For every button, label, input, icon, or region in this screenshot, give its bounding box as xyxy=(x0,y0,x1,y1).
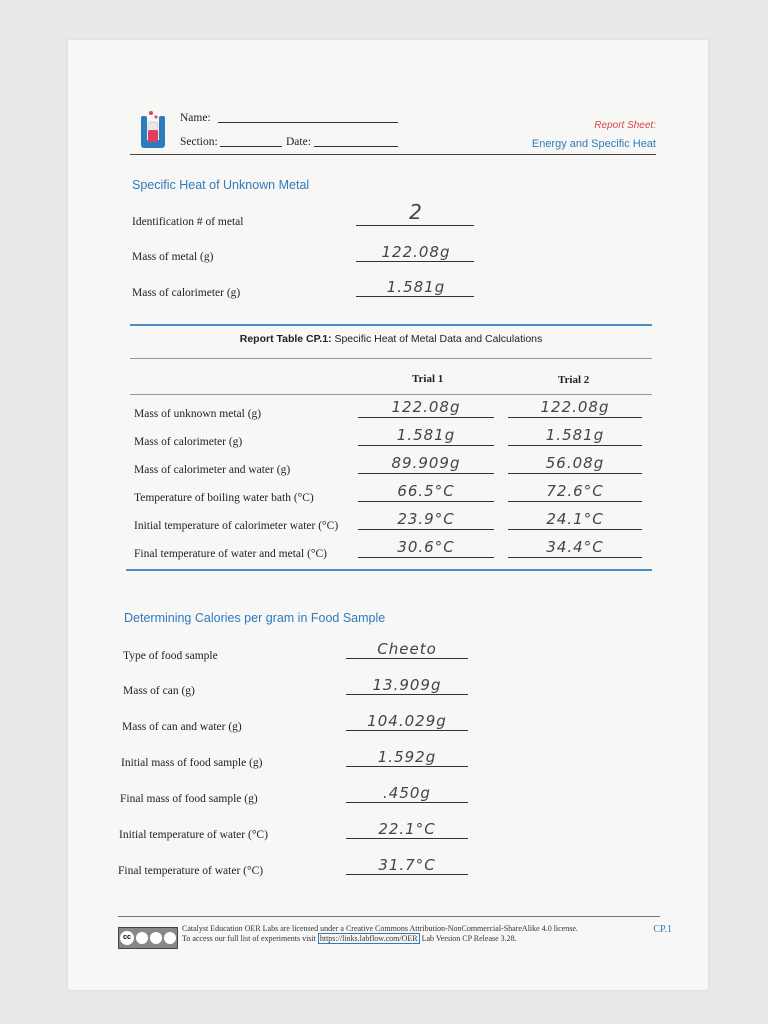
sa-circle-icon xyxy=(164,932,176,944)
table-caption-text: Specific Heat of Metal Data and Calculations xyxy=(334,333,543,345)
metal-mass-line xyxy=(356,261,474,262)
food-row-label: Initial mass of food sample (g) xyxy=(121,757,263,769)
table-cell-t1[interactable]: 122.08g xyxy=(391,398,461,416)
food-value[interactable]: 1.592g xyxy=(377,748,437,766)
table-line xyxy=(508,445,642,446)
food-line xyxy=(346,838,468,839)
table-caption xyxy=(130,333,652,345)
table-line xyxy=(358,445,494,446)
metal-row-label: Mass of metal (g) xyxy=(132,251,214,263)
section-title-food: Determining Calories per gram in Food Sample xyxy=(124,611,386,625)
table-cell-t1[interactable]: 66.5°C xyxy=(397,482,455,500)
table-bottom-rule xyxy=(126,569,652,571)
calorimeter-mass-value[interactable]: 1.581g xyxy=(386,278,446,296)
food-line xyxy=(346,694,468,695)
license-line-2-pre: To access our full list of experiments visit xyxy=(182,934,316,943)
table-line xyxy=(508,529,642,530)
table-line xyxy=(508,473,642,474)
table-line xyxy=(358,501,494,502)
table-cell-t1[interactable]: 89.909g xyxy=(391,454,461,472)
food-row-label: Mass of can (g) xyxy=(123,685,195,697)
license-line-2 xyxy=(182,934,602,944)
header-rule xyxy=(130,154,656,155)
food-line xyxy=(346,658,468,659)
table-cell-t2[interactable]: 72.6°C xyxy=(546,482,604,500)
food-value[interactable]: Cheeto xyxy=(377,640,437,658)
calorimeter-mass-line xyxy=(356,296,474,297)
license-line-2-post: Lab Version CP Release 3.28. xyxy=(421,934,517,943)
table-line xyxy=(358,529,494,530)
table-line xyxy=(508,417,642,418)
food-row-label: Mass of can and water (g) xyxy=(122,721,242,733)
food-value[interactable]: 104.029g xyxy=(367,712,447,730)
table-cell-t2[interactable]: 34.4°C xyxy=(546,538,604,556)
page-id: CP.1 xyxy=(653,924,672,935)
food-value[interactable]: 22.1°C xyxy=(378,820,436,838)
beaker-logo-icon xyxy=(138,108,168,150)
food-value[interactable]: 31.7°C xyxy=(378,856,436,874)
table-cell-t1[interactable]: 1.581g xyxy=(396,426,456,444)
metal-id-value[interactable]: 2 xyxy=(409,200,423,224)
section-title-unknown-metal: Specific Heat of Unknown Metal xyxy=(132,178,310,192)
food-row-label: Initial temperature of water (°C) xyxy=(119,829,268,841)
name-field[interactable] xyxy=(218,122,398,123)
report-sheet-label: Report Sheet: xyxy=(594,120,656,131)
food-line xyxy=(346,874,468,875)
table-cell-t1[interactable]: 30.6°C xyxy=(397,538,455,556)
table-cell-t2[interactable]: 24.1°C xyxy=(546,510,604,528)
oer-link[interactable]: https://links.labflow.com/OER xyxy=(319,934,418,943)
food-row-label: Type of food sample xyxy=(123,650,218,662)
table-header-rule xyxy=(130,394,652,395)
footer-rule xyxy=(118,916,660,917)
license-text xyxy=(182,924,602,944)
date-label: Date: xyxy=(286,136,311,148)
table-line xyxy=(508,557,642,558)
table-line xyxy=(358,417,494,418)
table-top-rule xyxy=(130,324,652,326)
table-line xyxy=(508,501,642,502)
food-line xyxy=(346,802,468,803)
metal-mass-value[interactable]: 122.08g xyxy=(381,243,451,261)
table-cell-t2[interactable]: 56.08g xyxy=(545,454,605,472)
table-cell-t2[interactable]: 1.581g xyxy=(545,426,605,444)
food-row-label: Final mass of food sample (g) xyxy=(120,793,258,805)
nc-circle-icon xyxy=(150,932,162,944)
col-trial-1: Trial 1 xyxy=(412,373,444,385)
table-line xyxy=(358,473,494,474)
section-field[interactable] xyxy=(220,146,282,147)
food-line xyxy=(346,730,468,731)
table-row-label: Mass of calorimeter and water (g) xyxy=(134,464,291,476)
table-row-label: Initial temperature of calorimeter water (°C) xyxy=(134,520,339,532)
metal-row-label: Identification # of metal xyxy=(132,216,244,228)
report-sheet-page xyxy=(68,40,708,990)
metal-id-line xyxy=(356,225,474,226)
food-value[interactable]: .450g xyxy=(383,784,431,802)
table-line xyxy=(358,557,494,558)
col-trial-2: Trial 2 xyxy=(558,374,590,386)
food-row-label: Final temperature of water (°C) xyxy=(118,865,264,877)
table-row-label: Temperature of boiling water bath (°C) xyxy=(134,492,314,504)
date-field[interactable] xyxy=(314,146,398,147)
table-row-label: Final temperature of water and metal (°C) xyxy=(134,548,327,560)
table-caption-rule xyxy=(130,358,652,359)
cc-circle-icon: cc xyxy=(120,931,134,945)
table-cell-t2[interactable]: 122.08g xyxy=(540,398,610,416)
food-value[interactable]: 13.909g xyxy=(372,676,442,694)
cc-license-icon xyxy=(118,927,178,949)
table-caption-bold: Report Table CP.1: xyxy=(239,333,332,345)
report-topic: Energy and Specific Heat xyxy=(531,138,656,150)
section-label: Section: xyxy=(180,136,218,148)
license-line-1: Catalyst Education OER Labs are licensed under a Creative Commons Attribution-NonCommercial-ShareAlike 4.0 license. xyxy=(182,924,578,933)
food-line xyxy=(346,766,468,767)
table-cell-t1[interactable]: 23.9°C xyxy=(397,510,455,528)
table-row-label: Mass of calorimeter (g) xyxy=(134,436,243,448)
metal-row-label: Mass of calorimeter (g) xyxy=(132,287,241,299)
table-row-label: Mass of unknown metal (g) xyxy=(134,408,262,420)
by-circle-icon xyxy=(136,932,148,944)
name-label: Name: xyxy=(180,112,211,124)
